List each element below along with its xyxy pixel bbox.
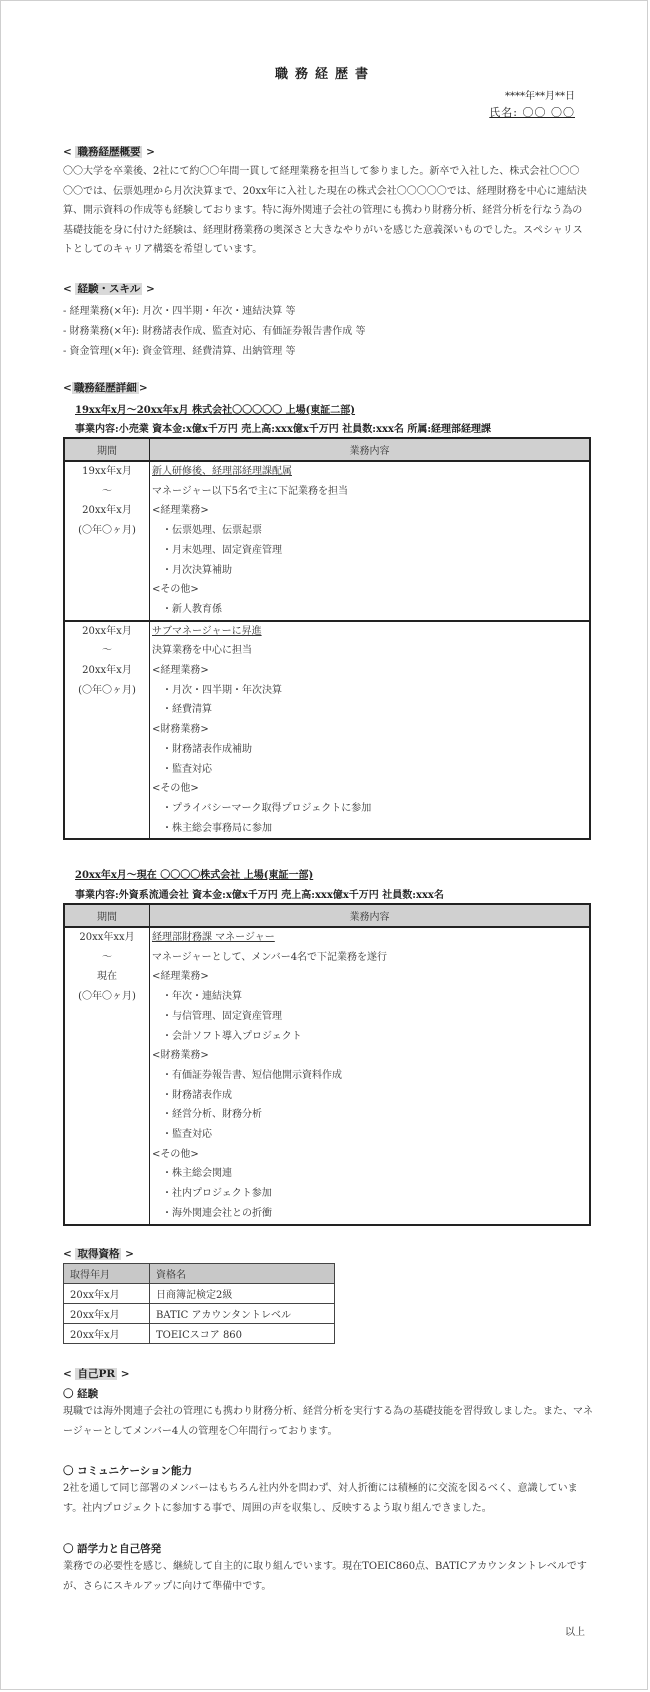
- col-content-header: 業務内容: [150, 904, 591, 927]
- qualification-name: 日商簿記検定2級: [150, 1284, 335, 1304]
- summary-heading-label: 職務経歴概要: [77, 146, 141, 158]
- duty-line: ・有価証券報告書、短信他開示資料作成: [162, 1069, 342, 1081]
- period-cell: [64, 621, 150, 840]
- duty-line: <経理業務>: [152, 665, 209, 677]
- pr-heading: < 自己PR >: [63, 1368, 130, 1380]
- duty-line: ・監査対応: [162, 1129, 212, 1141]
- skills-heading: < 経験・スキル >: [63, 283, 155, 295]
- pr-item-text: 現職では海外関連子会社の管理にも携わり財務分析、経営分析を実行する為の基礎技能を習得致しました。また、マネージャーとしてメンバー4人の管理を〇年間行っております。: [63, 1406, 593, 1437]
- qualifications-table-container: [63, 1263, 335, 1344]
- period-line: (〇年〇ヶ月): [78, 991, 136, 1003]
- qualifications-heading-label: 取得資格: [77, 1248, 120, 1260]
- summary-text: 〇〇大学を卒業後、2社にて約〇〇年間一貫して経理業務を担当して参りました。新卒で入社した、株式会社〇〇〇〇〇では、伝票処理から月次決算まで、20xx年に入社した現在の株式会社〇〇〇〇〇では、経理財務を中心に連結決算、開示資料の作成等も経験しております。特に海外関連子会社の管理にも携わり財務分析、経営分析を行なう為の基礎技能を身に付けた経験は、経理財務業務の奥深さと大きなやりがいを感じた意義深いものでした。スペシャリストとしてのキャリア構築を希望しています。: [63, 166, 587, 255]
- work-table: [63, 437, 591, 840]
- history-heading-label: 職務経歴詳細: [73, 382, 137, 394]
- period-line: 20xx年x月: [82, 625, 132, 637]
- period-cell: [64, 461, 150, 621]
- col-content-header: 業務内容: [150, 438, 591, 461]
- duty-line: ・監査対応: [162, 763, 212, 775]
- duty-line: ・与信管理、固定資産管理: [162, 1010, 282, 1022]
- summary-heading: < 職務経歴概要 >: [63, 146, 155, 158]
- end-mark: 以上: [565, 1627, 585, 1638]
- company-title: 19xx年x月～20xx年x月 株式会社〇〇〇〇〇 上場(東証二部): [75, 405, 356, 416]
- content-cell: [150, 461, 591, 621]
- duty-line: ・新人教育係: [162, 603, 222, 615]
- pr-item-text: 2社を通して同じ部署のメンバーはもちろん社内外を問わず、対人折衝には積極的に交流を図るべく、意識しています。社内プロジェクトに参加する事で、周囲の声を収集し、反映するよう取り組んできました。: [63, 1483, 578, 1514]
- work-table-container: [63, 437, 591, 840]
- duty-line: ・伝票処理、伝票起票: [162, 525, 262, 537]
- duty-line: ・年次・連結決算: [162, 991, 242, 1003]
- company-info: 事業内容:小売業 資本金:x億x千万円 売上高:xxx億x千万円 社員数:xxx名 所属:経理部経理課: [75, 424, 492, 435]
- period-line: (〇年〇ヶ月): [78, 525, 136, 537]
- table-row: [64, 1284, 335, 1304]
- position-title: 経理部財務課 マネージャー: [152, 932, 275, 943]
- content-cell: [150, 927, 591, 1225]
- qualification-date: 20xx年x月: [64, 1324, 150, 1344]
- skill-item: - 財務業務(×年): 財務諸表作成、監査対応、有価証券報告書作成 等: [63, 326, 366, 337]
- duty-line: ・月末処理、固定資産管理: [162, 544, 282, 556]
- pr-item-title: 〇 コミュニケーション能力: [63, 1465, 193, 1477]
- table-row: [64, 621, 590, 840]
- qualification-name: BATIC アカウンタントレベル: [150, 1304, 335, 1324]
- qualification-date: 20xx年x月: [64, 1304, 150, 1324]
- duty-line: ・経営分析、財務分析: [162, 1109, 262, 1121]
- pr-item-text: 業務での必要性を感じ、継続して自主的に取り組んでいます。現在TOEIC860点、BATICアカウンタントレベルですが、さらにスキルアップに向けて準備中です。: [63, 1561, 587, 1592]
- period-line: 20xx年xx月: [79, 932, 135, 943]
- duty-line: マネージャーとして、メンバー4名で下記業務を遂行: [152, 951, 388, 963]
- company-title: 20xx年x月～現在 〇〇〇〇株式会社 上場(東証一部): [75, 870, 314, 881]
- qualification-name: TOEICスコア 860: [150, 1324, 335, 1344]
- period-line: 19xx年x月: [82, 466, 132, 477]
- duty-line: ・海外関連会社との折衝: [162, 1207, 272, 1219]
- position-title: サブマネージャーに昇進: [152, 625, 262, 637]
- col-name-header: 資格名: [150, 1264, 335, 1284]
- period-line: (〇年〇ヶ月): [78, 684, 136, 696]
- period-line: 20xx年x月: [82, 505, 132, 517]
- pr-heading-label: 自己PR: [77, 1368, 116, 1380]
- duty-line: ・会計ソフト導入プロジェクト: [162, 1030, 302, 1042]
- duty-line: ・プライバシーマーク取得プロジェクトに参加: [162, 802, 372, 814]
- table-row: [64, 1324, 335, 1344]
- duty-line: ・社内プロジェクト参加: [162, 1188, 272, 1200]
- company-info: 事業内容:外資系流通会社 資本金:x億x千万円 売上高:xxx億x千万円 社員数:xxx名: [75, 890, 444, 901]
- table-row: [64, 461, 590, 621]
- qualifications-table: [63, 1263, 335, 1344]
- pr-item-title: 〇 語学力と自己啓発: [63, 1543, 162, 1555]
- duty-line: ・株主総会関連: [162, 1168, 232, 1180]
- duty-line: ・株主総会事務局に参加: [162, 822, 272, 834]
- col-period-header: 期間: [64, 904, 150, 927]
- period-line: 現在: [97, 971, 117, 983]
- col-period-header: 期間: [64, 438, 150, 461]
- pr-item-title: 〇 経験: [63, 1388, 99, 1400]
- skill-item: - 経理業務(×年): 月次・四半期・年次・連結決算 等: [63, 306, 296, 317]
- period-line: ～: [102, 951, 112, 963]
- col-date-header: 取得年月: [64, 1264, 150, 1284]
- duty-line: <財務業務>: [152, 1050, 209, 1062]
- period-cell: [64, 927, 150, 1225]
- qualification-date: 20xx年x月: [64, 1284, 150, 1304]
- duty-line: <その他>: [152, 1148, 199, 1160]
- skill-item: - 資金管理(×年): 資金管理、経費清算、出納管理 等: [63, 346, 296, 357]
- duty-line: ・財務諸表作成: [162, 1089, 232, 1101]
- document-title: 職務経歴書: [274, 67, 375, 82]
- content-cell: [150, 621, 591, 840]
- document-date: ****年**月**日: [505, 91, 575, 102]
- duty-line: ・経費清算: [162, 704, 212, 716]
- duty-line: ・月次決算補助: [162, 564, 232, 576]
- duty-line: <その他>: [152, 584, 199, 596]
- qualifications-heading: < 取得資格 >: [63, 1248, 134, 1260]
- period-line: ～: [102, 645, 112, 657]
- position-title: 新人研修後、経理部経理課配属: [152, 466, 292, 477]
- table-row: [64, 1304, 335, 1324]
- duty-line: <その他>: [152, 783, 199, 795]
- work-table-container: [63, 903, 591, 1226]
- period-line: 20xx年x月: [82, 665, 132, 677]
- duty-line: <経理業務>: [152, 505, 209, 517]
- applicant-name: 氏名: 〇〇 〇〇: [489, 106, 575, 119]
- history-heading: < 職務経歴詳細 >: [63, 382, 148, 394]
- skills-heading-label: 経験・スキル: [77, 283, 141, 295]
- duty-line: マネージャー以下5名で主に下記業務を担当: [152, 485, 348, 497]
- duty-line: <財務業務>: [152, 724, 209, 736]
- period-line: ～: [102, 485, 112, 497]
- duty-line: ・月次・四半期・年次決算: [162, 684, 282, 696]
- work-table: [63, 903, 591, 1226]
- duty-line: ・財務諸表作成補助: [162, 743, 252, 755]
- duty-line: 決算業務を中心に担当: [152, 645, 252, 657]
- duty-line: <経理業務>: [152, 971, 209, 983]
- table-row: [64, 927, 590, 1225]
